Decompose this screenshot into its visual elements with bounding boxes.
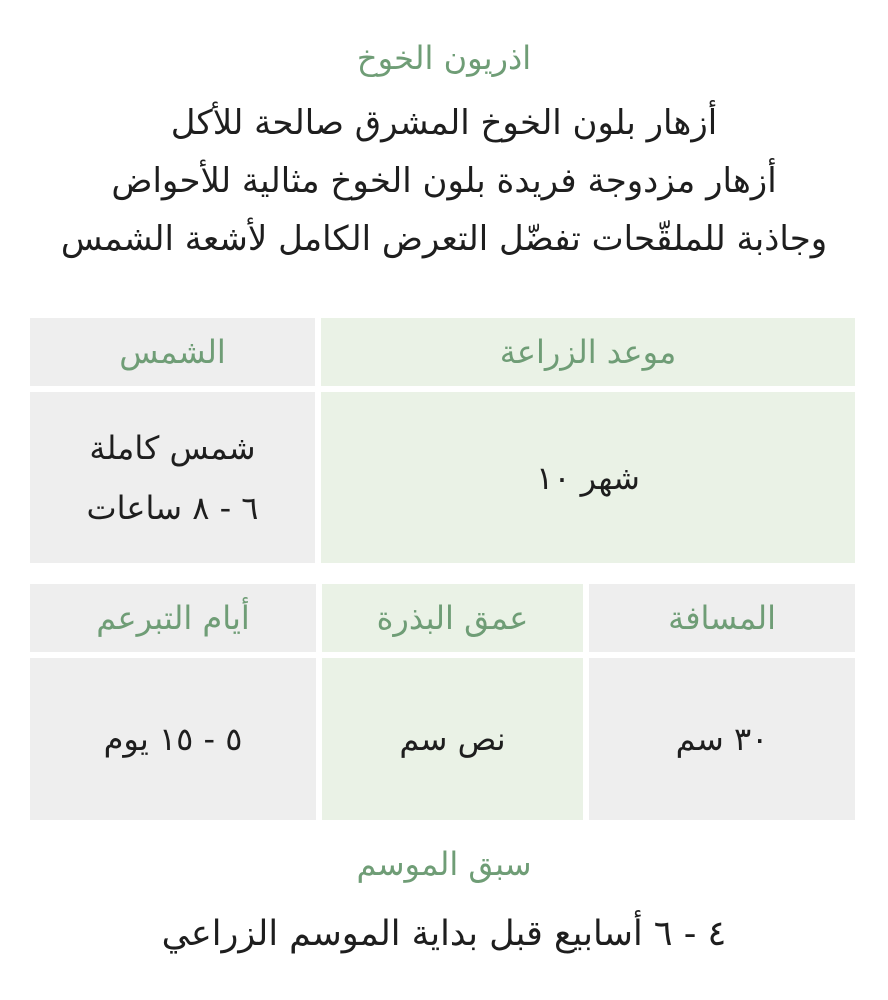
pre-season-label: سبق الموسم xyxy=(356,845,532,883)
planting-time-header: موعد الزراعة xyxy=(321,318,855,386)
spacing-value: ٣٠ سم xyxy=(589,658,855,820)
sun-value-line-1: شمس كاملة xyxy=(89,428,256,467)
description-line-3: وجاذبة للملقّحات تفضّل التعرض الكامل لأشعة الشمس xyxy=(60,219,828,259)
germination-header: أيام التبرعم xyxy=(30,584,316,652)
germination-value: ٥ - ١٥ يوم xyxy=(30,658,316,820)
plant-title: اذريون الخوخ xyxy=(356,39,532,77)
sun-value xyxy=(30,392,315,563)
sun-value-line-2: ٦ - ٨ ساعات xyxy=(86,488,259,527)
pre-season-value: ٤ - ٦ أسابيع قبل بداية الموسم الزراعي xyxy=(161,914,727,954)
sun-header: الشمس xyxy=(30,318,315,386)
seed-depth-value: نص سم xyxy=(322,658,583,820)
description-line-2: أزهار مزدوجة فريدة بلون الخوخ مثالية للأحواض xyxy=(111,161,777,201)
seed-depth-header: عمق البذرة xyxy=(322,584,583,652)
spacing-header: المسافة xyxy=(589,584,855,652)
planting-time-value: شهر ١٠ xyxy=(321,392,855,563)
description-line-1: أزهار بلون الخوخ المشرق صالحة للأكل xyxy=(170,103,718,143)
plant-description xyxy=(0,94,888,268)
